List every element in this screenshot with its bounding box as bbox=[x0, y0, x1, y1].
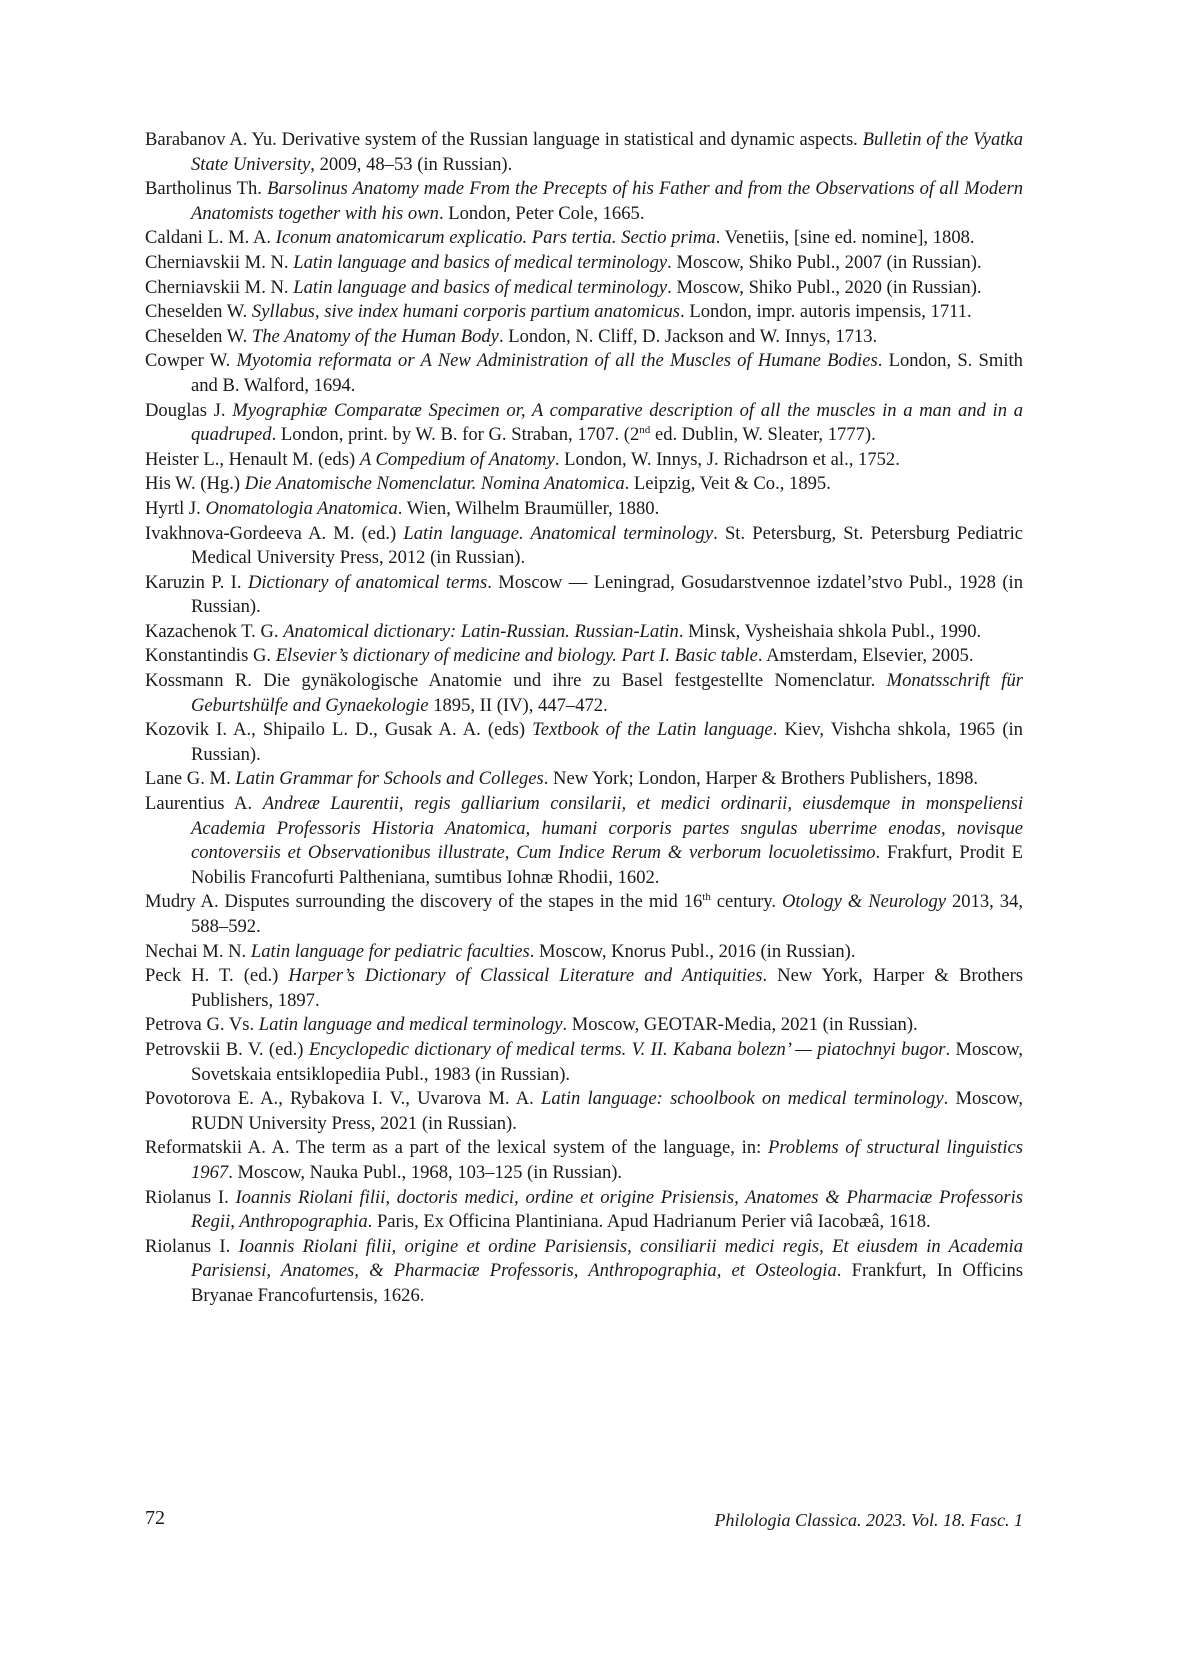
reference-author-text: Povotorova E. A., Rybakova I. V., Uvarova M. A. bbox=[145, 1088, 541, 1110]
reference-author-text: Konstantindis G. bbox=[145, 645, 276, 667]
reference-author-text: Cheselden W. bbox=[145, 301, 252, 323]
journal-citation: Philologia Classica. 2023. Vol. 18. Fasc. 1 bbox=[714, 1510, 1023, 1530]
reference-entry bbox=[145, 276, 1023, 301]
reference-publication: . London, S. Smith and B. Walford, 1694. bbox=[191, 350, 1023, 396]
reference-author-text: Mudry A. Disputes surrounding the discovery of the stapes in the mid 16 bbox=[145, 891, 703, 913]
reference-entry bbox=[145, 251, 1023, 276]
reference-title: Latin language: schoolbook on medical terminology bbox=[541, 1088, 944, 1110]
reference-author-text: Nechai M. N. bbox=[145, 940, 251, 962]
reference-title: Onomatologia Anatomica bbox=[205, 497, 398, 519]
reference-title: Syllabus, sive index humani corporis partium anatomicus bbox=[251, 301, 681, 323]
reference-title: Andreæ Laurentii, regis galliarium consilarii, et medici ordinarii, eiusdemque in monspeliensi Academia Professoris Historia Anatomica, humani corporis partes sngulas uberrime enodas, novisque contoversiis et Observationibus illustrate, Cum Indice Rerum & verborum locuoletissimo bbox=[191, 793, 1023, 864]
reference-author-text: Bartholinus Th. bbox=[145, 178, 268, 200]
reference-entry bbox=[145, 890, 1023, 939]
reference-publication: . Moscow, RUDN University Press, 2021 (in Russian). bbox=[191, 1088, 1024, 1134]
reference-title: Latin language and basics of medical terminology bbox=[293, 251, 668, 273]
reference-author-text: Ivakhnova-Gordeeva A. M. (ed.) bbox=[145, 522, 404, 544]
reference-publication: . Leipzig, Veit & Co., 1895. bbox=[624, 473, 831, 495]
reference-author-text: Cheselden W. bbox=[145, 325, 252, 347]
reference-title: Harper’s Dictionary of Classical Literature and Antiquities bbox=[288, 965, 763, 987]
reference-publication: , 2009, 48–53 (in Russian). bbox=[310, 153, 513, 175]
reference-entry bbox=[145, 128, 1023, 177]
reference-author-text: His W. (Hg.) bbox=[145, 473, 245, 495]
reference-title: Elsevier’s dictionary of medicine and biology. Part I. Basic table bbox=[275, 645, 758, 667]
reference-title: A Compedium of Anatomy bbox=[359, 448, 555, 470]
reference-entry bbox=[145, 349, 1023, 398]
reference-author-text: Laurentius A. bbox=[145, 793, 263, 815]
reference-author-text: Cherniavskii M. N. bbox=[145, 276, 294, 298]
reference-title: Monatsschrift für Geburtshülfe and Gynaekologie bbox=[191, 670, 1023, 716]
reference-entry bbox=[145, 767, 1023, 792]
reference-publication: . Frakfurt, Prodit E Nobilis Francofurti Paltheniana, sumtibus Iohnæ Rhodii, 1602. bbox=[191, 842, 1023, 888]
reference-title: The Anatomy of the Human Body bbox=[251, 325, 499, 347]
reference-entry bbox=[145, 620, 1023, 645]
reference-publication: . Frankfurt, In Officins Bryanae Francofurtensis, 1626. bbox=[191, 1260, 1023, 1306]
reference-title: Myographiæ Comparatæ Specimen or, A comparative description of all the muscles in a man and in a quadruped bbox=[191, 399, 1023, 446]
reference-title: Encyclopedic dictionary of medical terms. V. II. Kabana bolezn’ — piatochnyi bugor bbox=[308, 1038, 946, 1060]
reference-title: Latin language and medical terminology bbox=[258, 1014, 563, 1036]
reference-title: Otology & Neurology bbox=[781, 891, 947, 913]
reference-author-text: Reformatskii A. A. The term as a part of the lexical system of the language, in: bbox=[145, 1137, 768, 1159]
reference-list bbox=[145, 128, 1023, 1309]
reference-publication: . London, print. by W. B. for G. Straban, 1707. (2 bbox=[271, 424, 640, 446]
reference-title: Anatomical dictionary: Latin-Russian. Russian-Latin bbox=[283, 620, 679, 642]
reference-entry bbox=[145, 1087, 1023, 1136]
reference-author-text: Peck H. T. (ed.) bbox=[145, 965, 289, 987]
reference-entry bbox=[145, 1136, 1023, 1185]
reference-title: Latin language and basics of medical terminology bbox=[293, 276, 668, 298]
reference-author-text: Cherniavskii M. N. bbox=[145, 251, 294, 273]
reference-entry bbox=[145, 1038, 1023, 1087]
reference-publication: . New York; London, Harper & Brothers Publishers, 1898. bbox=[543, 768, 979, 790]
reference-publication: . London, W. Innys, J. Richadrson et al., 1752. bbox=[554, 448, 900, 470]
reference-entry bbox=[145, 1186, 1023, 1235]
reference-entry bbox=[145, 964, 1023, 1013]
reference-superscript: th bbox=[702, 891, 711, 904]
reference-title: Problems of structural linguistics 1967 bbox=[191, 1137, 1023, 1183]
reference-author-text: Heister L., Henault M. (eds) bbox=[145, 448, 360, 470]
reference-publication: . London, impr. autoris impensis, 1711. bbox=[680, 301, 972, 323]
reference-title: Ioannis Riolani filii, doctoris medici, ordine et origine Prisiensis, Anatomes & Pharmaciæ Professoris Regii, Anthropographia bbox=[191, 1186, 1023, 1233]
reference-title: Bulletin of the Vyatka State University bbox=[191, 129, 1023, 175]
reference-entry bbox=[145, 300, 1023, 325]
reference-entry bbox=[145, 571, 1023, 620]
reference-title: Latin Grammar for Schools and Colleges bbox=[235, 768, 544, 790]
reference-publication: . London, N. Cliff, D. Jackson and W. Innys, 1713. bbox=[498, 325, 878, 347]
reference-author-text: Petrovskii B. V. (ed.) bbox=[145, 1038, 309, 1060]
reference-publication: . Minsk, Vysheishaia shkola Publ., 1990. bbox=[678, 620, 982, 642]
reference-publication: . Paris, Ex Officina Plantiniana. Apud Hadrianum Perier viâ Iacobæâ, 1618. bbox=[367, 1211, 931, 1233]
reference-author-text: Kazachenok T. G. bbox=[145, 620, 284, 642]
reference-publication: . Amsterdam, Elsevier, 2005. bbox=[757, 645, 974, 667]
reference-entry bbox=[145, 522, 1023, 571]
reference-title: Barsolinus Anatomy made From the Precepts of his Father and from the Observations of all Modern Anatomists together with his own bbox=[191, 178, 1023, 224]
reference-title: Myotomia reformata or A New Administration of all the Muscles of Humane Bodies bbox=[236, 350, 878, 372]
reference-superscript: nd bbox=[639, 423, 651, 436]
reference-publication: . St. Petersburg, St. Petersburg Pediatric Medical University Press, 2012 (in Russian). bbox=[191, 522, 1023, 569]
reference-entry bbox=[145, 1013, 1023, 1038]
reference-author-text: Kossmann R. Die gynäkologische Anatomie und ihre zu Basel festgestellte Nomenclatur. bbox=[145, 670, 887, 692]
reference-entry bbox=[145, 497, 1023, 522]
reference-author-text: Riolanus I. bbox=[145, 1235, 239, 1257]
reference-publication: . Kiev, Vishcha shkola, 1965 (in Russian). bbox=[191, 719, 1023, 765]
reference-publication: . Moscow, Shiko Publ., 2020 (in Russian). bbox=[667, 276, 982, 298]
reference-title: Latin language for pediatric faculties bbox=[250, 940, 530, 962]
reference-title: Latin language. Anatomical terminology bbox=[403, 522, 714, 544]
page-number: 72 bbox=[145, 1507, 165, 1529]
reference-entry bbox=[145, 669, 1023, 718]
reference-publication: . Moscow, Shiko Publ., 2007 (in Russian). bbox=[667, 251, 982, 273]
reference-publication: . Moscow, GEOTAR-Media, 2021 (in Russian). bbox=[562, 1014, 918, 1036]
reference-title: Die Anatomische Nomenclatur. Nomina Anatomica bbox=[244, 473, 625, 495]
reference-publication: . London, Peter Cole, 1665. bbox=[438, 202, 645, 224]
reference-entry bbox=[145, 718, 1023, 767]
reference-publication: . Moscow, Nauka Publ., 1968, 103–125 (in Russian). bbox=[228, 1161, 623, 1183]
reference-entry bbox=[145, 940, 1023, 965]
reference-entry bbox=[145, 448, 1023, 473]
reference-author-text: Kozovik I. A., Shipailo L. D., Gusak A. A. (eds) bbox=[145, 719, 533, 741]
reference-entry bbox=[145, 226, 1023, 251]
reference-publication: . Wien, Wilhelm Braumüller, 1880. bbox=[397, 497, 660, 519]
reference-publication: . Moscow — Leningrad, Gosudarstvennoe izdatel’stvo Publ., 1928 (in Russian). bbox=[191, 571, 1024, 618]
reference-author-text: Petrova G. Vs. bbox=[145, 1014, 259, 1036]
reference-publication: . New York, Harper & Brothers Publishers, 1897. bbox=[191, 965, 1024, 1011]
reference-title: Dictionary of anatomical terms bbox=[247, 571, 488, 593]
reference-publication: ed. Dublin, W. Sleater, 1777). bbox=[650, 424, 876, 446]
reference-author-text: Hyrtl J. bbox=[145, 497, 206, 519]
reference-publication: . Moscow, Sovetskaia entsiklopediia Publ., 1983 (in Russian). bbox=[191, 1038, 1024, 1085]
reference-author-text: Douglas J. bbox=[145, 399, 233, 421]
reference-entry bbox=[145, 644, 1023, 669]
reference-title: Iconum anatomicarum explicatio. Pars tertia. Sectio prima bbox=[275, 227, 716, 249]
reference-author-text: Caldani L. M. A. bbox=[145, 227, 276, 249]
reference-title: Textbook of the Latin language bbox=[532, 719, 773, 741]
reference-author-text: Cowper W. bbox=[145, 350, 237, 372]
reference-entry bbox=[145, 1235, 1023, 1309]
reference-publication: . Moscow, Knorus Publ., 2016 (in Russian). bbox=[529, 940, 856, 962]
reference-entry bbox=[145, 399, 1023, 448]
reference-publication: . Venetiis, [sine ed. nomine], 1808. bbox=[715, 227, 975, 249]
reference-publication: 1895, II (IV), 447–472. bbox=[428, 694, 608, 716]
reference-author-text: Lane G. M. bbox=[145, 768, 236, 790]
reference-entry bbox=[145, 325, 1023, 350]
reference-author-text: Riolanus I. bbox=[145, 1186, 236, 1208]
reference-entry bbox=[145, 177, 1023, 226]
reference-publication: 2013, 34, 588–592. bbox=[191, 891, 1023, 937]
reference-author-text: Karuzin P. I. bbox=[145, 571, 248, 593]
reference-title: Ioannis Riolani filii, origine et ordine Parisiensis, consiliarii medici regis, Et eiusdem in Academia Parisiensi, Anatomes, & Pharmaciæ Professoris, Anthropographia, et Osteologia bbox=[191, 1235, 1023, 1282]
reference-entry bbox=[145, 472, 1023, 497]
reference-entry bbox=[145, 792, 1023, 890]
reference-text: century. bbox=[710, 891, 782, 913]
reference-author-text: Barabanov A. Yu. Derivative system of the Russian language in statistical and dynamic aspects. bbox=[145, 129, 863, 150]
